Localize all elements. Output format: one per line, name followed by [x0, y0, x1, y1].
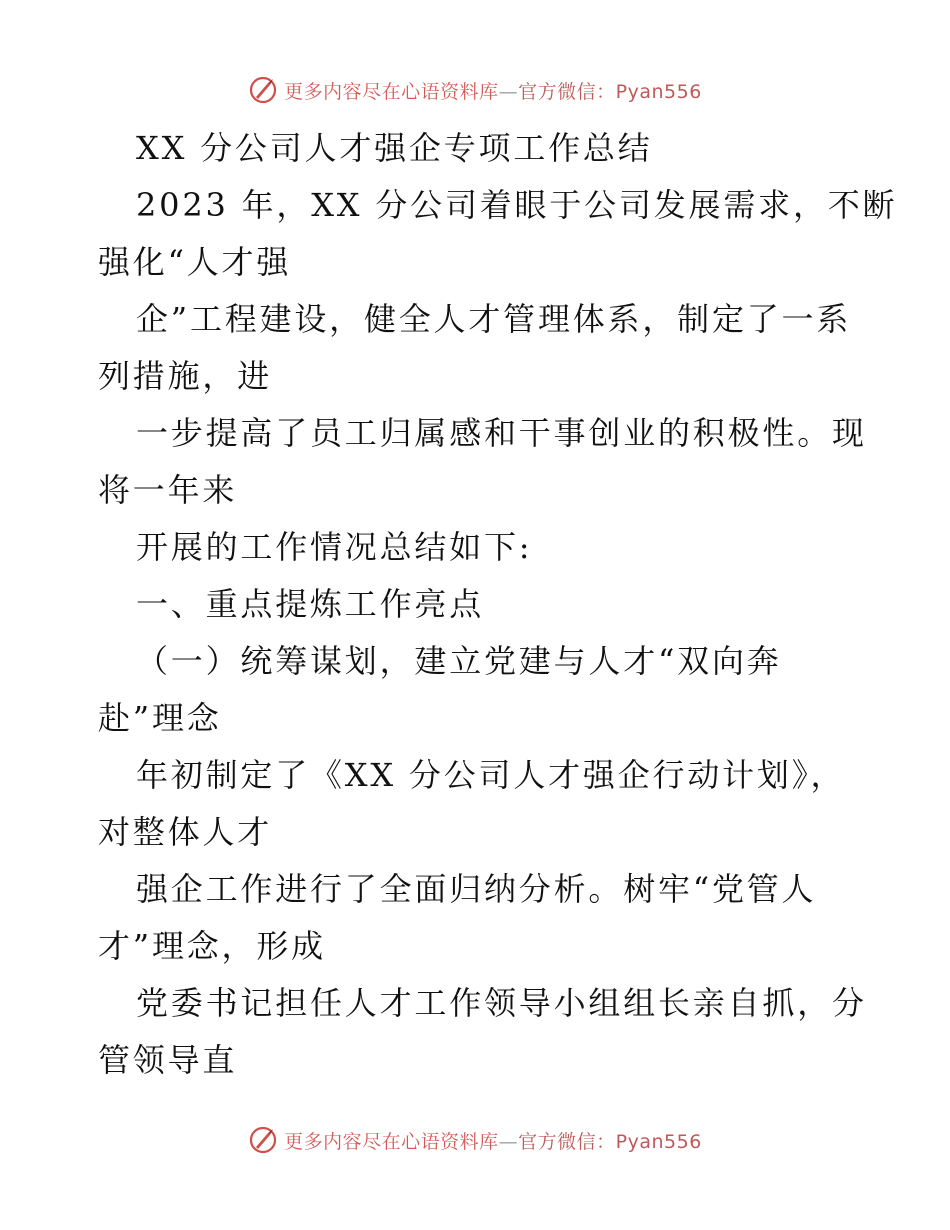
watermark-separator: —: [498, 1130, 519, 1153]
paragraph: [98, 519, 858, 576]
paragraph-line: 列措施，进: [98, 357, 273, 395]
paragraph-line: 赴”理念: [98, 699, 222, 737]
paragraph: [98, 177, 898, 291]
paragraph: [98, 861, 858, 975]
paragraph: [98, 405, 867, 519]
paragraph-line: 才”理念，形成: [98, 927, 326, 965]
paragraph-line: 2023 年，XX 分公司着眼于公司发展需求，不断: [136, 186, 898, 224]
watermark-banner-top: [0, 70, 950, 110]
watermark-contact: 官方微信：Pyan556: [518, 80, 702, 103]
paragraph: [98, 291, 858, 405]
watermark-text: [284, 1127, 702, 1154]
watermark-site-text: 更多内容尽在心语资料库: [284, 1130, 499, 1153]
paragraph-line: 强企工作进行了全面归纳分析。树牢“党管人: [136, 870, 817, 908]
watermark-contact: 官方微信：Pyan556: [518, 1130, 702, 1153]
paragraph-line: 企”工程建设，健全人才管理体系，制定了一系: [136, 300, 852, 338]
paragraph-line: 对整体人才: [98, 813, 273, 851]
paragraph-line: XX 分公司人才强企专项工作总结: [136, 129, 653, 167]
paragraph-line: 党委书记担任人才工作领导小组组长亲自抓，分: [136, 984, 867, 1022]
document-body: [98, 120, 898, 1089]
feather-pen-logo-icon: [248, 1125, 278, 1155]
watermark-separator: —: [498, 80, 519, 103]
paragraph-line: 将一年来: [98, 471, 238, 509]
document-title: [98, 120, 858, 177]
watermark-banner-bottom: [0, 1120, 950, 1160]
paragraph-line: 一、重点提炼工作亮点: [136, 585, 485, 623]
paragraph-line: 年初制定了《XX 分公司人才强企行动计划》，: [136, 756, 846, 794]
paragraph-line: 一步提高了员工归属感和干事创业的积极性。现: [136, 414, 867, 452]
feather-pen-logo-icon: [248, 75, 278, 105]
watermark-site-text: 更多内容尽在心语资料库: [284, 80, 499, 103]
paragraph: [98, 975, 867, 1089]
paragraph-line: 开展的工作情况总结如下:: [136, 528, 533, 566]
paragraph-line: 管领导直: [98, 1041, 238, 1079]
watermark-text: [284, 77, 702, 104]
paragraph-line: 强化“人才强: [98, 243, 292, 281]
subsection-heading: [98, 633, 858, 747]
paragraph: [98, 747, 858, 861]
section-heading: [98, 576, 858, 633]
paragraph-line: （一）统筹谋划，建立党建与人才“双向奔: [136, 642, 782, 680]
